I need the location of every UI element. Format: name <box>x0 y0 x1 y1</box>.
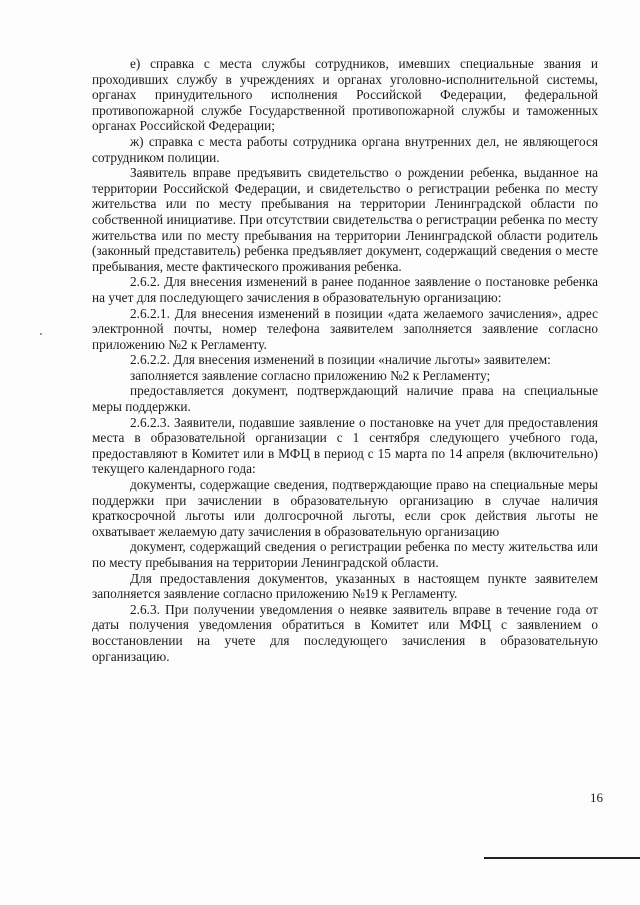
paragraph: е) справка с места службы сотрудников, имевших специальные звания и проходивших службу в учреждениях и органах уголовно-исполнительной системы, органах принудительного исполнения Российской Федерации, федеральной противопожарной службе Государственной противопожарной службы и таможенных органах Российской Федерации; <box>92 56 598 134</box>
scan-edge-line <box>484 857 640 859</box>
page-number: 16 <box>590 790 603 805</box>
paragraph: Для предоставления документов, указанных в настоящем пункте заявителем заполняется заявление согласно приложению №19 к Регламенту. <box>92 570 598 602</box>
paragraph: 2.6.2.3. Заявители, подавшие заявление о постановке на учет для предоставления места в образовательной организации с 1 сентября следующего учебного года, предоставляют в Комитет или в МФЦ в период с 15 марта по 14 апреля (включительно) текущего календарного года: <box>92 414 598 477</box>
paragraph: предоставляется документ, подтверждающий наличие права на специальные меры поддержки. <box>92 383 598 415</box>
paragraph: 2.6.2.1. Для внесения изменений в позиции «дата желаемого зачисления», адрес электронной почты, номер телефона заявителем заполняется заявление согласно приложению №2 к Регламенту. <box>92 305 598 352</box>
paragraph: документы, содержащие сведения, подтверждающие право на специальные меры поддержки при зачислении в образовательную организацию в случае наличия краткосрочной льготы или долгосрочной льготы, если срок действия льготы не охватывает желаемую дату зачисления в образовательную организацию <box>92 477 598 539</box>
paragraph: Заявитель вправе предъявить свидетельство о рождении ребенка, выданное на территории Российской Федерации, и свидетельство о регистрации ребенка по месту жительства или по месту пребывания на территории Ленинградской области по собственной инициативе. При отсутствии свидетельства о регистрации ребенка по месту жительства или по месту пребывания на территории Ленинградской области родитель (законный представитель) ребенка предъявляет документ, содержащий сведения о месте пребывания, месте фактического проживания ребенка. <box>92 165 598 274</box>
document-body <box>92 56 598 664</box>
paragraph: заполняется заявление согласно приложению №2 к Регламенту; <box>130 367 491 383</box>
paragraph: 2.6.2. Для внесения изменений в ранее поданное заявление о постановке ребенка на учет для последующего зачисления в образовательную организацию: <box>92 274 598 305</box>
paragraph: 2.6.3. При получении уведомления о неявке заявитель вправе в течение года от даты получения уведомления обратиться в Комитет или МФЦ с заявлением о восстановлении на учете для последующего зачисления в образовательную организацию. <box>92 601 598 664</box>
paragraph: ж) справка с места работы сотрудника органа внутренних дел, не являющегося сотрудником полиции. <box>92 133 598 165</box>
paragraph: 2.6.2.2. Для внесения изменений в позиции «наличие льготы» заявителем: <box>130 352 551 368</box>
paragraph: документ, содержащий сведения о регистрации ребенка по месту жительства или по месту пребывания на территории Ленинградской области. <box>92 539 598 570</box>
scan-speck <box>40 333 42 335</box>
